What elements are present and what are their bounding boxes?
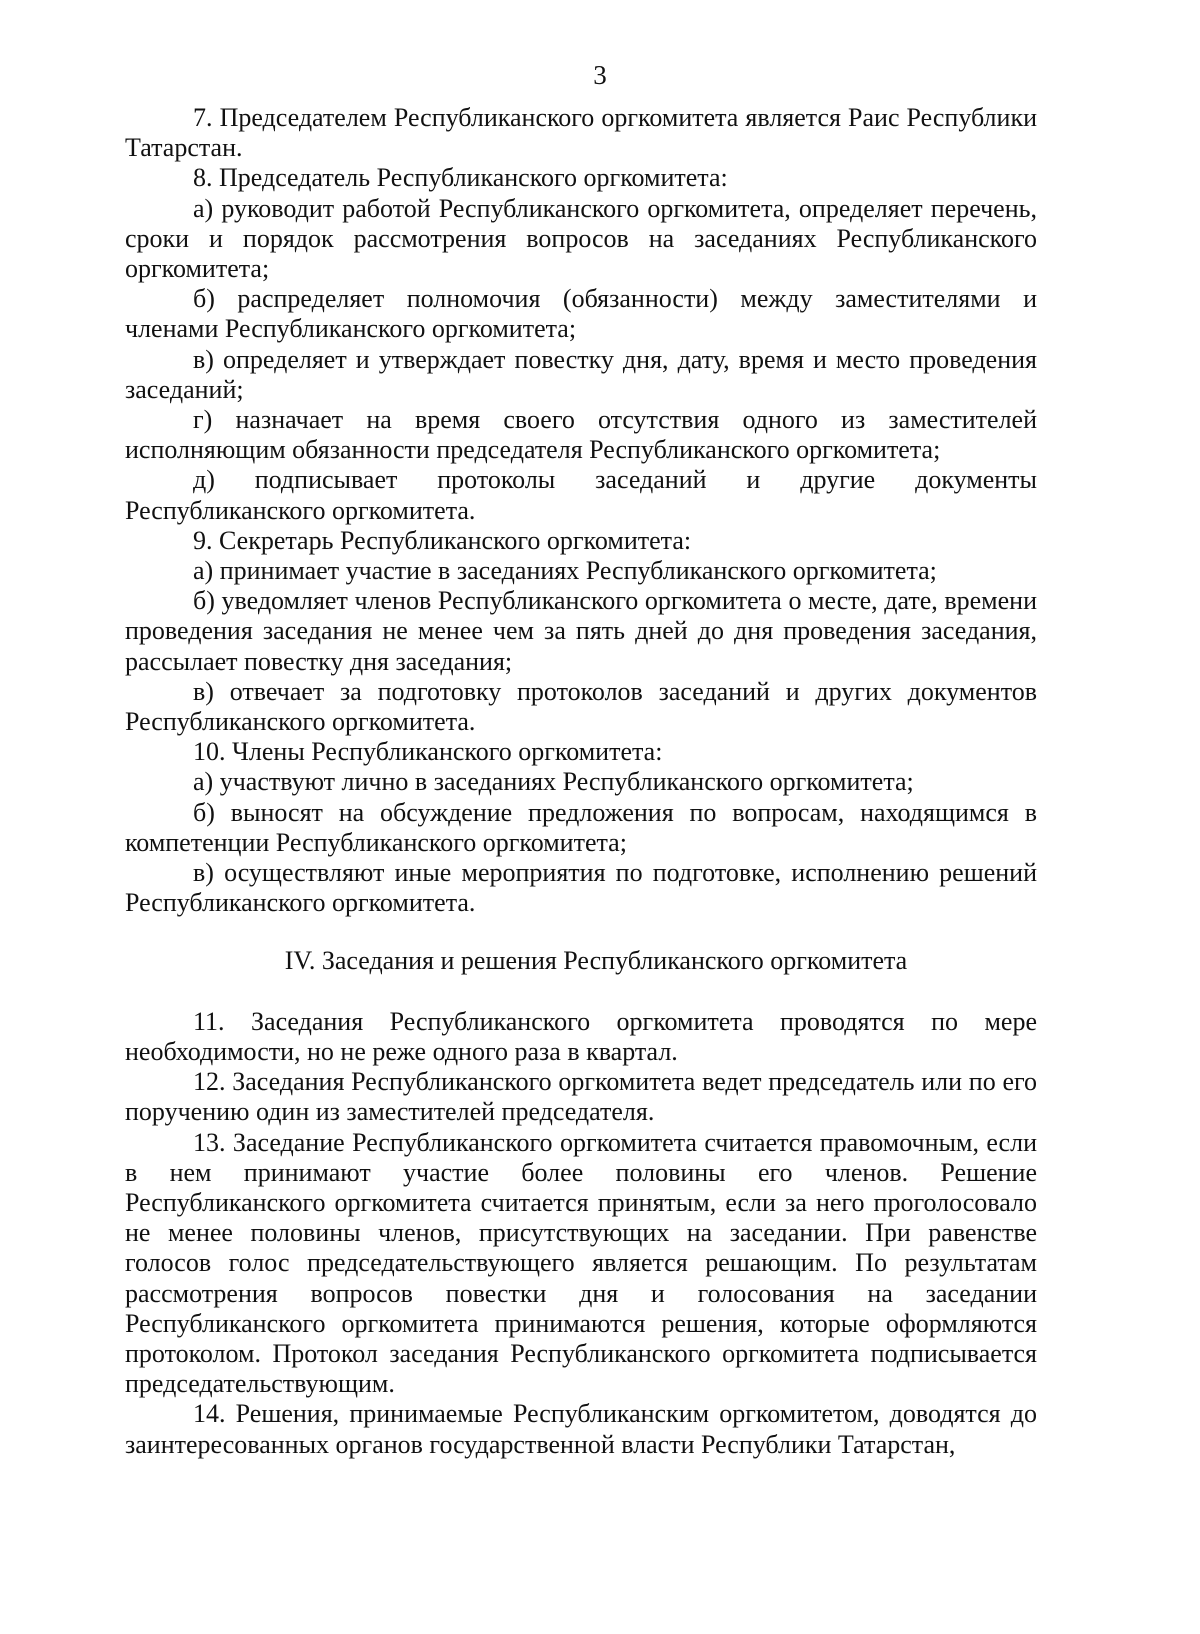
paragraph-8d: д) подписывает протоколы заседаний и другие документы Республиканского оргкомитета. — [125, 465, 1037, 525]
paragraph-10v: в) осуществляют иные мероприятия по подготовке, исполнению решений Республиканского оргкомитета. — [125, 858, 1037, 918]
paragraph-8a: а) руководит работой Республиканского оргкомитета, определяет перечень, сроки и порядок рассмотрения вопросов на заседаниях Республиканского оргкомитета; — [125, 193, 1037, 284]
paragraph-9v: в) отвечает за подготовку протоколов заседаний и других документов Республиканского оргкомитета. — [125, 676, 1037, 737]
page-number: 3 — [593, 60, 607, 90]
paragraph-8: 8. Председатель Республиканского оргкомитета: — [193, 163, 728, 193]
paragraph-8v: в) определяет и утверждает повестку дня, дату, время и место проведения заседаний; — [125, 344, 1037, 404]
paragraph-8g: г) назначает на время своего отсутствия одного из заместителей исполняющим обязанности председателя Республиканского оргкомитета; — [125, 405, 1037, 465]
paragraph-10: 10. Члены Республиканского оргкомитета: — [193, 737, 663, 767]
paragraph-9: 9. Секретарь Республиканского оргкомитета: — [193, 525, 692, 555]
paragraph-8b: б) распределяет полномочия (обязанности) между заместителями и членами Республиканского оргкомитета; — [125, 284, 1037, 344]
paragraph-14: 14. Решения, принимаемые Республиканским оргкомитетом, доводятся до заинтересованных органов государственной власти Республики Татарстан, — [125, 1399, 1037, 1459]
paragraph-7: 7. Председателем Республиканского оргкомитета является Раис Республики Татарстан. — [125, 103, 1037, 163]
document-body — [125, 103, 1037, 1460]
paragraph-11: 11. Заседания Республиканского оргкомитета проводятся по мере необходимости, но не реже одного раза в квартал. — [125, 1006, 1037, 1066]
paragraph-12: 12. Заседания Республиканского оргкомитета ведет председатель или по его поручению один из заместителей председателя. — [125, 1067, 1037, 1127]
paragraph-10b: б) выносят на обсуждение предложения по вопросам, находящимся в компетенции Республиканского оргкомитета; — [125, 797, 1037, 857]
paragraph-9b: б) уведомляет членов Республиканского оргкомитета о месте, дате, времени проведения заседания не менее чем за пять дней до дня проведения заседания, рассылает повестку дня заседания; — [125, 586, 1037, 676]
paragraph-10a: а) участвуют лично в заседаниях Республиканского оргкомитета; — [193, 767, 914, 797]
paragraph-9a: а) принимает участие в заседаниях Республиканского оргкомитета; — [193, 556, 937, 586]
section-heading: IV. Заседания и решения Республиканского оргкомитета — [284, 946, 908, 976]
paragraph-13: 13. Заседание Республиканского оргкомитета считается правомочным, если в нем принимают участие более половины его членов. Решение Республиканского оргкомитета считается принятым, если за него проголосовало не менее половины членов, присутствующих на заседании. При равенстве голосов голос председательствующего является решающим. По результатам рассмотрения вопросов повестки дня и голосования на заседании Республиканского оргкомитета принимаются решения, которые оформляются протоколом. Протокол заседания Республиканского оргкомитета подписывается председательствующим. — [125, 1127, 1037, 1399]
